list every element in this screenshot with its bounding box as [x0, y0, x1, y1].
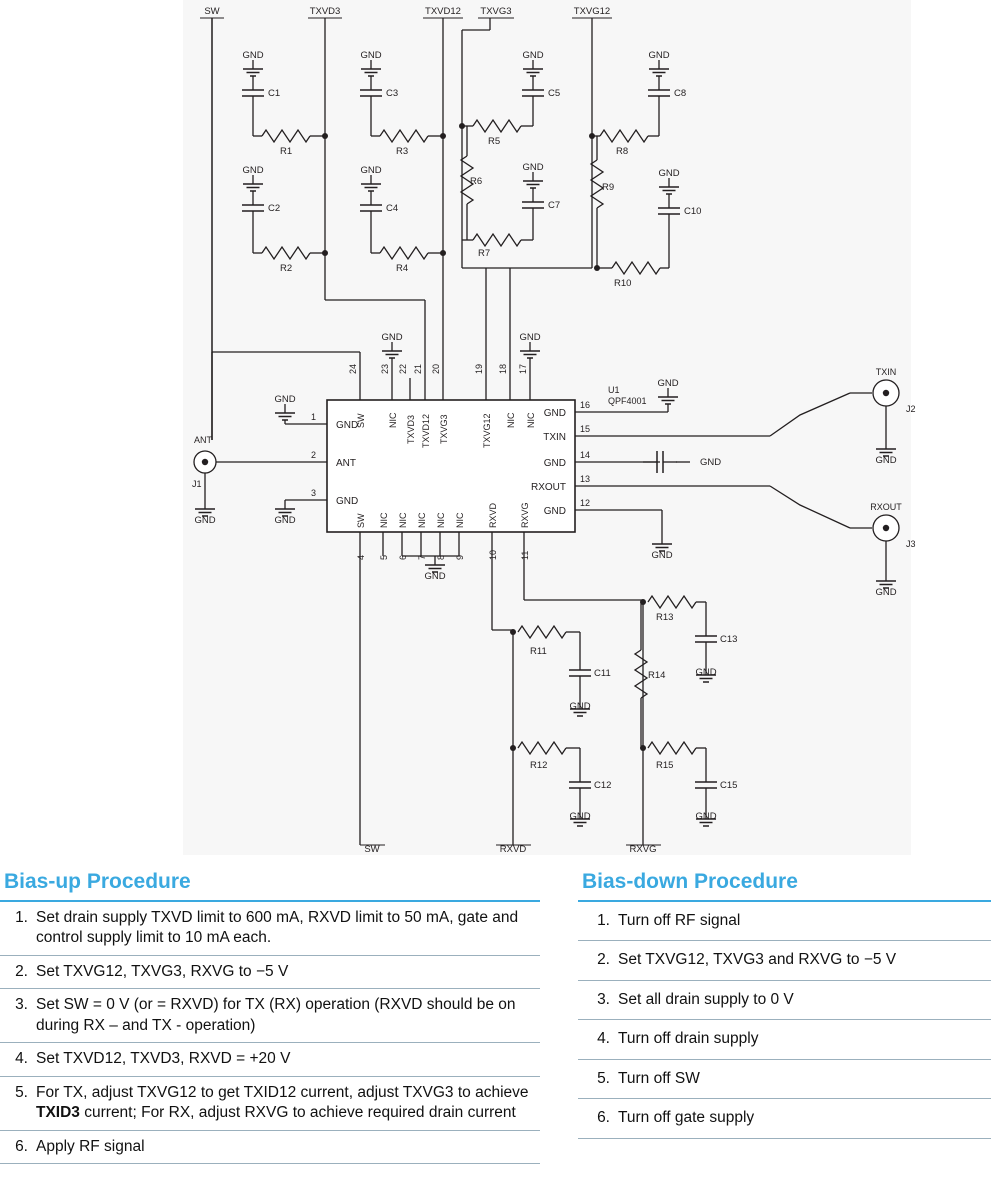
gnd-label: GND — [194, 515, 216, 526]
list-item — [0, 989, 540, 1043]
component-ref-c7: C7 — [548, 200, 561, 211]
component-ref-c10: C10 — [684, 206, 702, 217]
ic-pin-name: TXIN — [543, 432, 566, 443]
ic-pin-name: SW — [356, 513, 366, 528]
step-text-part-a: For TX, adjust TXVG12 to get TXID12 current, adjust TXVG3 to achieve — [36, 1083, 529, 1101]
step-text: Set all drain supply to 0 V — [618, 990, 794, 1008]
gnd-label: GND — [274, 515, 296, 526]
component-ref-r13: R13 — [656, 612, 674, 623]
component-ref-r2: R2 — [280, 263, 293, 274]
ic-pin-number: 21 — [413, 363, 423, 374]
connector-ref-j2: J2 — [906, 404, 916, 414]
step-number: 4. — [15, 1050, 28, 1068]
list-item — [0, 902, 540, 956]
ic-pin-number: 17 — [518, 363, 528, 374]
connector-label-txin: TXIN — [875, 367, 897, 377]
ic-pin-number: 15 — [580, 424, 591, 434]
ic-pin-name: NIC — [398, 512, 408, 528]
step-text: Apply RF signal — [36, 1137, 145, 1155]
ic-pin-name: NIC — [379, 512, 389, 528]
component-ref-r4: R4 — [396, 263, 409, 274]
bias-up-procedure — [0, 870, 540, 1164]
list-item — [0, 956, 540, 989]
component-ref-r11: R11 — [530, 646, 547, 657]
step-text-part-b: current; For RX, adjust RXVG to achieve required drain current — [79, 1104, 516, 1122]
gnd-label: GND — [424, 571, 446, 582]
ic-pin-number: 13 — [580, 474, 591, 484]
step-number: 3. — [597, 990, 610, 1008]
component-ref-c13: C13 — [720, 634, 738, 645]
gnd-label: GND — [658, 168, 680, 179]
connector-label-rxout: RXOUT — [870, 502, 902, 512]
ic-pin-number: 1 — [311, 412, 317, 422]
rail-label-sw-top: SW — [204, 6, 220, 17]
step-number: 3. — [15, 996, 28, 1014]
rail-label-sw-bottom: SW — [364, 844, 380, 855]
ic-refdes: U1 — [608, 385, 620, 395]
ic-pin-name: GND — [543, 458, 566, 469]
ic-pin-name: GND — [543, 506, 566, 517]
component-ref-r9: R9 — [602, 182, 615, 193]
ic-pin-number: 11 — [520, 550, 530, 560]
ic-pin-name: GND — [336, 420, 359, 431]
list-item — [0, 1043, 540, 1076]
component-ref-c4: C4 — [386, 203, 399, 214]
rail-label-txvg12: TXVG12 — [573, 6, 611, 17]
ic-pin-number: 14 — [580, 450, 591, 460]
component-ref-c12: C12 — [594, 780, 612, 791]
gnd-label: GND — [695, 811, 717, 822]
connector-ref-j3: J3 — [906, 539, 916, 549]
component-ref-c3: C3 — [386, 88, 399, 99]
ic-pin-name: TXVG12 — [482, 413, 492, 448]
gnd-label: GND — [875, 455, 897, 466]
list-item — [578, 1099, 991, 1138]
ic-pin-name: TXVD3 — [406, 414, 416, 444]
rail-label-rxvg: RXVG — [629, 844, 657, 855]
step-text — [36, 1083, 538, 1124]
ic-pin-number: 24 — [348, 363, 358, 374]
ic-pin-name: GND — [336, 496, 359, 507]
ic-pin-name: NIC — [506, 412, 516, 428]
ic-pin-number: 2 — [311, 450, 317, 460]
ic-pin-name: TXVD12 — [421, 413, 431, 448]
list-item — [578, 981, 991, 1020]
step-text: Set drain supply TXVD limit to 600 mA, RXVD limit to 50 mA, gate and control supply limit to 10 mA each. — [36, 909, 519, 947]
bias-down-title: Bias-down Procedure — [582, 870, 798, 893]
step-number: 1. — [15, 909, 28, 926]
ic-pin-number: 23 — [380, 363, 390, 374]
ic-pin-number: 20 — [431, 363, 441, 374]
component-ref-c5: C5 — [548, 88, 561, 99]
bias-up-step-list — [0, 902, 540, 1164]
ic-pin-number: 3 — [311, 488, 317, 498]
component-ref-r1: R1 — [280, 146, 293, 157]
ic-pin-number: 5 — [379, 554, 389, 560]
component-ref-r15: R15 — [656, 760, 674, 771]
step-text: Turn off drain supply — [618, 1030, 759, 1048]
rail-label-txvd3: TXVD3 — [309, 6, 341, 17]
connector-label-ant: ANT — [194, 435, 212, 445]
step-number: 1. — [597, 912, 610, 929]
gnd-label: GND — [242, 50, 264, 61]
bias-down-procedure — [578, 870, 991, 1139]
gnd-label: GND — [651, 550, 673, 561]
bias-up-title: Bias-up Procedure — [4, 870, 191, 893]
step-number: 6. — [15, 1137, 28, 1155]
component-ref-c1: C1 — [268, 88, 281, 99]
step-number: 5. — [597, 1069, 610, 1087]
ic-pin-number: 12 — [580, 498, 591, 508]
gnd-label: GND — [274, 394, 296, 405]
gnd-label: GND — [360, 50, 382, 61]
ic-pin-name: RXVD — [488, 502, 498, 528]
ic-pin-number: 4 — [356, 554, 366, 560]
rail-label-txvd12: TXVD12 — [425, 6, 461, 17]
rail-label-txvg3: TXVG3 — [480, 6, 512, 17]
component-ref-c11: C11 — [594, 668, 611, 679]
list-item — [578, 1020, 991, 1059]
gnd-label: GND — [522, 50, 544, 61]
ic-pin-name: RXOUT — [531, 482, 566, 493]
component-ref-r14: R14 — [648, 670, 666, 681]
step-number: 2. — [597, 951, 610, 969]
gnd-label: GND — [648, 50, 670, 61]
step-number: 5. — [15, 1083, 28, 1101]
list-item — [0, 1077, 540, 1131]
ic-pin-number: 10 — [488, 549, 498, 560]
step-number: 2. — [15, 962, 28, 980]
ic-pin-number: 22 — [398, 363, 408, 374]
gnd-label: GND — [695, 667, 717, 678]
gnd-label: GND — [657, 378, 679, 389]
ic-pin-number: 7 — [417, 554, 427, 560]
list-item — [578, 941, 991, 980]
ic-pin-number: 8 — [436, 554, 446, 560]
ic-pin-number: 9 — [455, 554, 465, 560]
ic-pin-number: 16 — [580, 400, 591, 410]
gnd-label: GND — [569, 811, 591, 822]
gnd-label: GND — [381, 332, 403, 343]
component-ref-r12: R12 — [530, 760, 548, 771]
step-text: Set SW = 0 V (or = RXVD) for TX (RX) operation (RXVD should be on during RX – and TX - operation) — [36, 996, 516, 1034]
ic-pin-name: SW — [356, 413, 366, 428]
ic-pin-number: 19 — [474, 363, 484, 374]
step-text: Turn off SW — [618, 1069, 700, 1087]
step-text-bold: TXID3 — [36, 1104, 80, 1122]
ic-pin-name: GND — [543, 408, 566, 419]
rail-label-rxvd: RXVD — [499, 844, 527, 855]
component-ref-r8: R8 — [616, 146, 629, 157]
component-ref-r6: R6 — [470, 176, 483, 187]
component-ref-c8: C8 — [674, 88, 687, 99]
ic-pin-name: NIC — [455, 512, 465, 528]
ic-pin-name: NIC — [388, 412, 398, 428]
ic-pin-number: 18 — [498, 363, 508, 374]
step-text: Turn off gate supply — [618, 1109, 755, 1127]
component-ref-r7: R7 — [478, 248, 491, 259]
list-item — [578, 902, 991, 941]
ic-pin-name: TXVG3 — [439, 414, 449, 444]
connector-ref-j1: J1 — [192, 479, 202, 489]
gnd-label: GND — [522, 162, 544, 173]
step-text: Set TXVG12, TXVG3, RXVG to −5 V — [36, 962, 289, 980]
gnd-label: GND — [700, 457, 722, 468]
step-number: 6. — [597, 1109, 610, 1127]
ic-pin-number: 6 — [398, 554, 408, 560]
gnd-label: GND — [242, 165, 264, 176]
step-text: Turn off RF signal — [618, 912, 741, 929]
gnd-label: GND — [569, 701, 591, 712]
bias-down-step-list — [578, 902, 991, 1139]
component-ref-r3: R3 — [396, 146, 409, 157]
component-ref-r5: R5 — [488, 136, 501, 147]
list-item — [0, 1131, 540, 1164]
ic-pin-name: NIC — [436, 512, 446, 528]
ic-pin-name: ANT — [336, 458, 356, 469]
step-text: Set TXVG12, TXVG3 and RXVG to −5 V — [618, 951, 897, 969]
step-number: 4. — [597, 1030, 610, 1048]
step-text: Set TXVD12, TXVD3, RXVD = +20 V — [36, 1050, 291, 1068]
component-ref-r10: R10 — [614, 278, 632, 289]
ic-pin-name: NIC — [526, 412, 536, 428]
ic-part-number: QPF4001 — [608, 396, 647, 406]
list-item — [578, 1060, 991, 1099]
gnd-label: GND — [519, 332, 541, 343]
component-ref-c15: C15 — [720, 780, 738, 791]
ic-pin-name: NIC — [417, 512, 427, 528]
ic-pin-name: RXVG — [520, 502, 530, 528]
gnd-label: GND — [875, 587, 897, 598]
component-ref-c2: C2 — [268, 203, 281, 214]
gnd-label: GND — [360, 165, 382, 176]
